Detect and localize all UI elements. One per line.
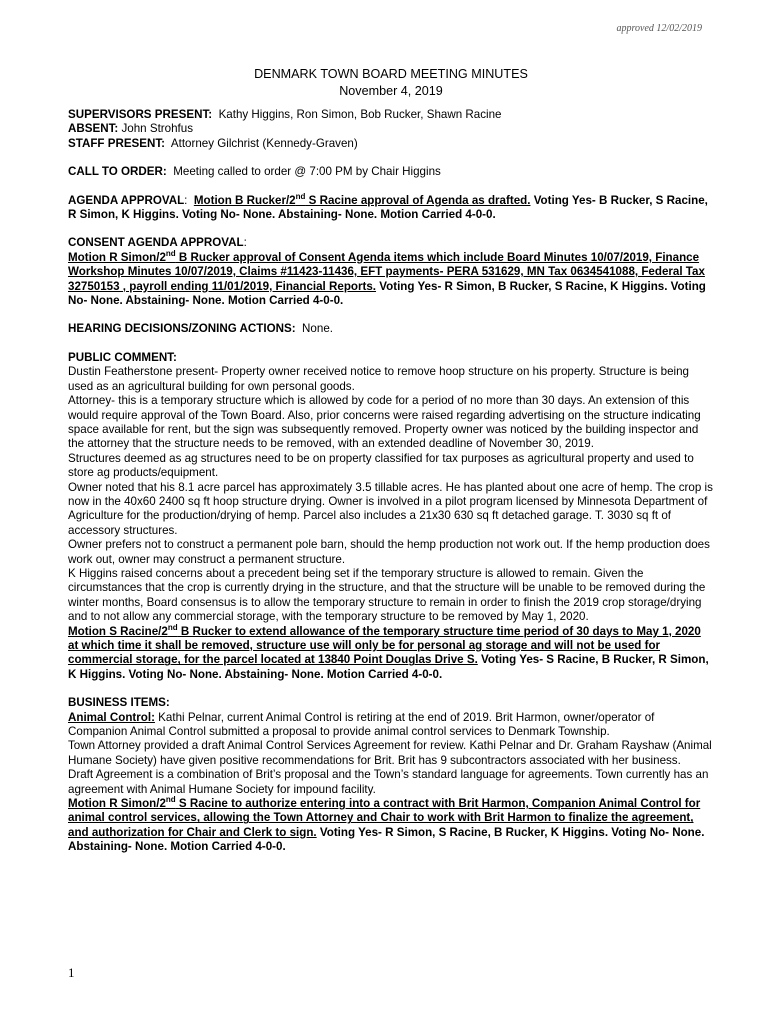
public-comment-vote: Voting Yes- S Racine, B Rucker, R Simon, K Higgins. Voting No- None. Abstaining- None. Motion Carried 4-0-0.	[68, 653, 709, 681]
call-to-order-label: CALL TO ORDER:	[68, 165, 167, 179]
public-comment-paragraph: Owner prefers not to construct a permanent pole barn, should the hemp production not work out. If the hemp production does work out, owner may construct a permanent structure.	[68, 538, 710, 566]
public-comment-motion: Motion S Racine/2nd B Rucker to extend allowance of the temporary structure time period of 30 days to May 1, 2020 at which time it shall be removed, structure use will only be for personal ag storage and will not be used for commercial storage, for the parcel located at 13840 Point Douglas Drive S. Voting Yes- S Racine, B Rucker, R Simon, K Higgins. Voting No- None. Abstaining- None. Motion Carried 4-0-0.	[68, 622, 709, 681]
page-number: 1	[68, 965, 75, 980]
consent-vote: Voting Yes- R Simon, B Rucker, S Racine, K Higgins. Voting No- None. Abstaining- None. Motion Carried 4-0-0.	[68, 279, 706, 308]
consent-agenda-heading: CONSENT AGENDA APPROVAL:	[68, 236, 247, 250]
business-paragraph: Draft Agreement is a combination of Brit’s proposal and the Town’s standard language for agreements. Town currently has an agreement with Animal Humane Society for impound facility.	[68, 768, 709, 796]
agenda-motion: Motion B Rucker/2nd S Racine approval of Agenda as drafted.	[193, 191, 531, 207]
hearing-decisions	[68, 322, 714, 336]
staff-value: Attorney Gilchrist (Kennedy-Graven)	[170, 136, 358, 150]
animal-control-paragraph: Animal Control: Kathi Pelnar, current Animal Control is retiring at the end of 2019. Brit Harmon, owner/operator of Companion Animal Control submitted a proposal to provide animal control services to Denmark Township.	[68, 710, 655, 739]
absent-label: ABSENT:	[68, 122, 119, 136]
public-comment-heading: PUBLIC COMMENT:	[68, 350, 177, 364]
animal-control-label: Animal Control:	[68, 710, 155, 724]
document-title: DENMARK TOWN BOARD MEETING MINUTES	[254, 67, 528, 81]
supervisors-present	[68, 108, 714, 122]
public-comment-paragraph: Owner noted that his 8.1 acre parcel has approximately 3.5 tillable acres. He has planted about one acre of hemp. The crop is now in the 40x60 2400 sq ft hoop structure drying. Owner is involved in a pilot program licensed by Minnesota Department of Agriculture for the production/drying of hemp. Parcel also includes a 21x30 630 sq ft detached garage. T. 3030 sq ft of accessory structures.	[68, 480, 713, 537]
public-comment-paragraph: Attorney- this is a temporary structure which is allowed by code for a period of no more than 30 days. An extension of this would require approval of the Town Board. Also, prior concerns were raised regarding advertising on the structure indicating space available for rent, but the sign was subsequently removed. Property owner was noticed by the building inspector and the attorney that the structure needs to be removed, with an extended deadline of November 30, 2019.	[68, 394, 701, 451]
absent-value: John Strohfus	[121, 122, 194, 136]
minutes-document	[68, 66, 714, 855]
consent-agenda-motion: Motion R Simon/2nd B Rucker approval of Consent Agenda items which include Board Minutes 10/07/2019, Finance Workshop Minutes 10/07/2019, Claims #11423-11436, EFT payments- PERA 531629, MN Tax 0634541088, Federal Tax 32750153 , payroll ending 11/01/2019, Financial Reports. Voting Yes- R Simon, B Rucker, S Racine, K Higgins. Voting No- None. Abstaining- None. Motion Carried 4-0-0.	[68, 248, 706, 308]
business-vote: Voting Yes- R Simon, S Racine, B Rucker, K Higgins. Voting No- None. Abstaining- None. Motion Carried 4-0-0.	[68, 825, 705, 854]
staff-label: STAFF PRESENT:	[68, 136, 166, 150]
hearing-value: None.	[302, 322, 333, 336]
approval-stamp: approved 12/02/2019	[616, 23, 702, 34]
agenda-approval: AGENDA APPROVAL: Motion B Rucker/2nd S Racine approval of Agenda as drafted. Voting Yes- B Rucker, S Racine, R Simon, K Higgins. Voting No- None. Abstaining- None. Motion Carried 4-0-0.	[68, 191, 708, 222]
business-paragraph: Town Attorney provided a draft Animal Control Services Agreement for review. Kathi Pelnar and Dr. Graham Rayshaw (Animal Humane Society) have given positive recommendations for Brit. Brit has 9 subcontractors associated with her business.	[68, 739, 712, 767]
public-comment-paragraph: Structures deemed as ag structures need to be on property classified for tax purposes as agricultural property and used to store ag products/equipment.	[68, 451, 694, 480]
hearing-label: HEARING DECISIONS/ZONING ACTIONS:	[68, 322, 296, 336]
meeting-date: November 4, 2019	[339, 84, 443, 98]
call-to-order	[68, 165, 714, 179]
call-to-order-value: Meeting called to order @ 7:00 PM by Chair Higgins	[173, 165, 441, 179]
public-comment-paragraph: K Higgins raised concerns about a precedent being set if the temporary structure is allowed to remain. Given the circumstances that the crop is currently drying in the structure, and that the structure will be unable to be removed during the winter months, Board consensus is to allow the temporary structure to remain in order to finish the 2019 crop storage/drying and to not allow any commercial storage, with the temporary structure to be removed by May 1, 2020.	[68, 566, 706, 624]
agenda-label: AGENDA APPROVAL	[68, 193, 185, 207]
agenda-vote: Voting Yes- B Rucker, S Racine, R Simon, K Higgins. Voting No- None. Abstaining- None. Motion Carried 4-0-0.	[68, 193, 708, 222]
absent-line	[68, 122, 714, 136]
supervisors-label: SUPERVISORS PRESENT:	[68, 108, 213, 121]
supervisors-value: Kathy Higgins, Ron Simon, Bob Rucker, Shawn Racine	[218, 108, 502, 121]
staff-present	[68, 137, 714, 151]
business-items-heading: BUSINESS ITEMS:	[68, 696, 170, 710]
public-comment-paragraph: Dustin Featherstone present- Property owner received notice to remove hoop structure on his property. Structure is being used as an agricultural building for own personal goods.	[68, 365, 690, 393]
business-motion: Motion R Simon/2nd S Racine to authorize entering into a contract with Brit Harmon, Companion Animal Control for animal control services, allowing the Town Attorney and Chair to work with Brit Harmon to finalize the agreement, and authorization for Chair and Clerk to sign. Voting Yes- R Simon, S Racine, B Rucker, K Higgins. Voting No- None. Abstaining- None. Motion Carried 4-0-0.	[68, 795, 705, 854]
